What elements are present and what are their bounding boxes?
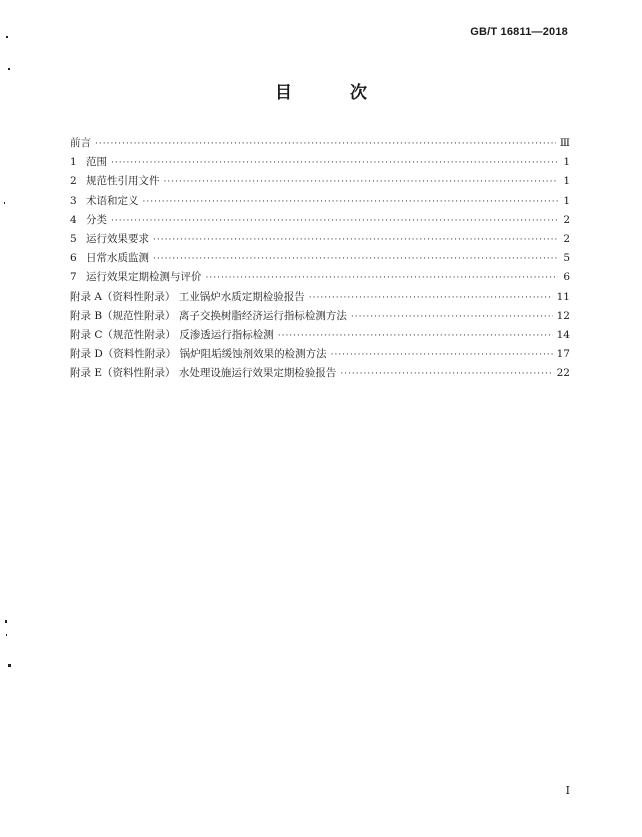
toc-leader-dots bbox=[153, 235, 558, 245]
toc-entry[interactable] bbox=[70, 250, 570, 269]
scan-speck bbox=[8, 664, 11, 667]
toc-entry-label bbox=[70, 212, 107, 227]
toc-entry-label bbox=[70, 308, 347, 323]
toc-entry-label bbox=[70, 269, 202, 284]
toc-entry-text: 规范性引用文件 bbox=[86, 175, 160, 188]
toc-title: 目 次 bbox=[275, 83, 393, 103]
toc-entry-page: 5 bbox=[563, 252, 570, 265]
toc-entry-number: 4 bbox=[70, 213, 77, 226]
scan-speck bbox=[6, 36, 8, 38]
toc-entry-text: 前言 bbox=[70, 137, 91, 149]
toc-leader-dots bbox=[331, 350, 553, 360]
scan-speck bbox=[8, 68, 10, 70]
toc-leader-dots bbox=[95, 139, 556, 149]
toc-entry-text: 附录 A（资料性附录） 工业锅炉水质定期检验报告 bbox=[70, 290, 305, 303]
toc-entry-number: 6 bbox=[70, 252, 77, 265]
toc-entry-label bbox=[70, 346, 327, 361]
toc-entry-label bbox=[70, 289, 305, 304]
toc-entry-text: 范围 bbox=[86, 156, 107, 169]
toc-entry[interactable] bbox=[70, 231, 570, 250]
toc-entry-label bbox=[70, 231, 149, 246]
toc-entry-page: 1 bbox=[563, 194, 570, 207]
toc-entry-text: 术语和定义 bbox=[86, 194, 139, 207]
toc-entry[interactable] bbox=[70, 154, 570, 173]
toc-entry[interactable] bbox=[70, 135, 570, 154]
toc-entry[interactable] bbox=[70, 269, 570, 288]
toc-entry-page: 11 bbox=[556, 290, 570, 303]
toc-leader-dots bbox=[164, 177, 559, 187]
toc-leader-dots bbox=[351, 312, 553, 322]
toc-entry[interactable] bbox=[70, 193, 570, 212]
toc-entry-text: 附录 E（资料性附录） 水处理设施运行效果定期检验报告 bbox=[70, 367, 337, 380]
toc-entry-text: 附录 B（规范性附录） 离子交换树脂经济运行指标检测方法 bbox=[70, 309, 347, 322]
toc-entry-page: 17 bbox=[556, 348, 570, 361]
page-number: I bbox=[565, 784, 570, 797]
scan-speck bbox=[6, 634, 7, 636]
toc-leader-dots bbox=[278, 331, 553, 341]
toc-leader-dots bbox=[340, 369, 552, 379]
toc-entry-page: 1 bbox=[563, 175, 570, 188]
toc-entry-number: 3 bbox=[70, 194, 77, 207]
toc-leader-dots bbox=[153, 254, 558, 264]
toc-entry[interactable] bbox=[70, 327, 570, 346]
toc-entry-page: 1 bbox=[563, 156, 570, 169]
toc-leader-dots bbox=[309, 293, 553, 303]
toc-entry-number: 7 bbox=[70, 271, 77, 284]
toc-entry-label bbox=[70, 135, 91, 150]
scan-speck bbox=[5, 620, 7, 623]
toc-entry-number: 2 bbox=[70, 175, 77, 188]
toc-leader-dots bbox=[111, 216, 558, 226]
toc-entry-page: 2 bbox=[563, 232, 570, 245]
toc-entry-text: 附录 C（规范性附录） 反渗透运行指标检测 bbox=[70, 328, 274, 341]
toc-entry[interactable] bbox=[70, 365, 570, 384]
toc-entry-text: 运行效果定期检测与评价 bbox=[86, 271, 202, 284]
toc-entry-label bbox=[70, 250, 149, 265]
toc-entry-label bbox=[70, 327, 274, 342]
table-of-contents bbox=[70, 135, 570, 384]
toc-entry-text: 运行效果要求 bbox=[86, 232, 149, 245]
toc-entry-page: 14 bbox=[556, 328, 570, 341]
toc-entry-label bbox=[70, 193, 139, 208]
toc-entry[interactable] bbox=[70, 212, 570, 231]
toc-entry-page: Ⅲ bbox=[559, 137, 570, 149]
standard-number: GB/T 16811—2018 bbox=[470, 26, 568, 38]
scan-speck bbox=[4, 202, 5, 204]
toc-entry-label bbox=[70, 365, 336, 380]
toc-entry[interactable] bbox=[70, 346, 570, 365]
toc-entry-page: 6 bbox=[563, 271, 570, 284]
toc-entry-label bbox=[70, 173, 160, 188]
toc-entry-number: 5 bbox=[70, 232, 77, 245]
toc-entry-text: 分类 bbox=[86, 213, 107, 226]
toc-leader-dots bbox=[206, 273, 559, 283]
toc-entry-page: 22 bbox=[556, 367, 570, 380]
toc-entry-page: 12 bbox=[556, 309, 570, 322]
toc-entry-text: 日常水质监测 bbox=[86, 252, 149, 265]
toc-entry-page: 2 bbox=[563, 213, 570, 226]
toc-leader-dots bbox=[143, 197, 559, 207]
toc-leader-dots bbox=[111, 158, 558, 168]
toc-entry-text: 附录 D（资料性附录） 锅炉阻垢缓蚀剂效果的检测方法 bbox=[70, 348, 327, 361]
toc-entry[interactable] bbox=[70, 308, 570, 327]
toc-entry[interactable] bbox=[70, 289, 570, 308]
toc-entry-label bbox=[70, 154, 107, 169]
toc-entry-number: 1 bbox=[70, 156, 77, 169]
toc-entry[interactable] bbox=[70, 173, 570, 192]
